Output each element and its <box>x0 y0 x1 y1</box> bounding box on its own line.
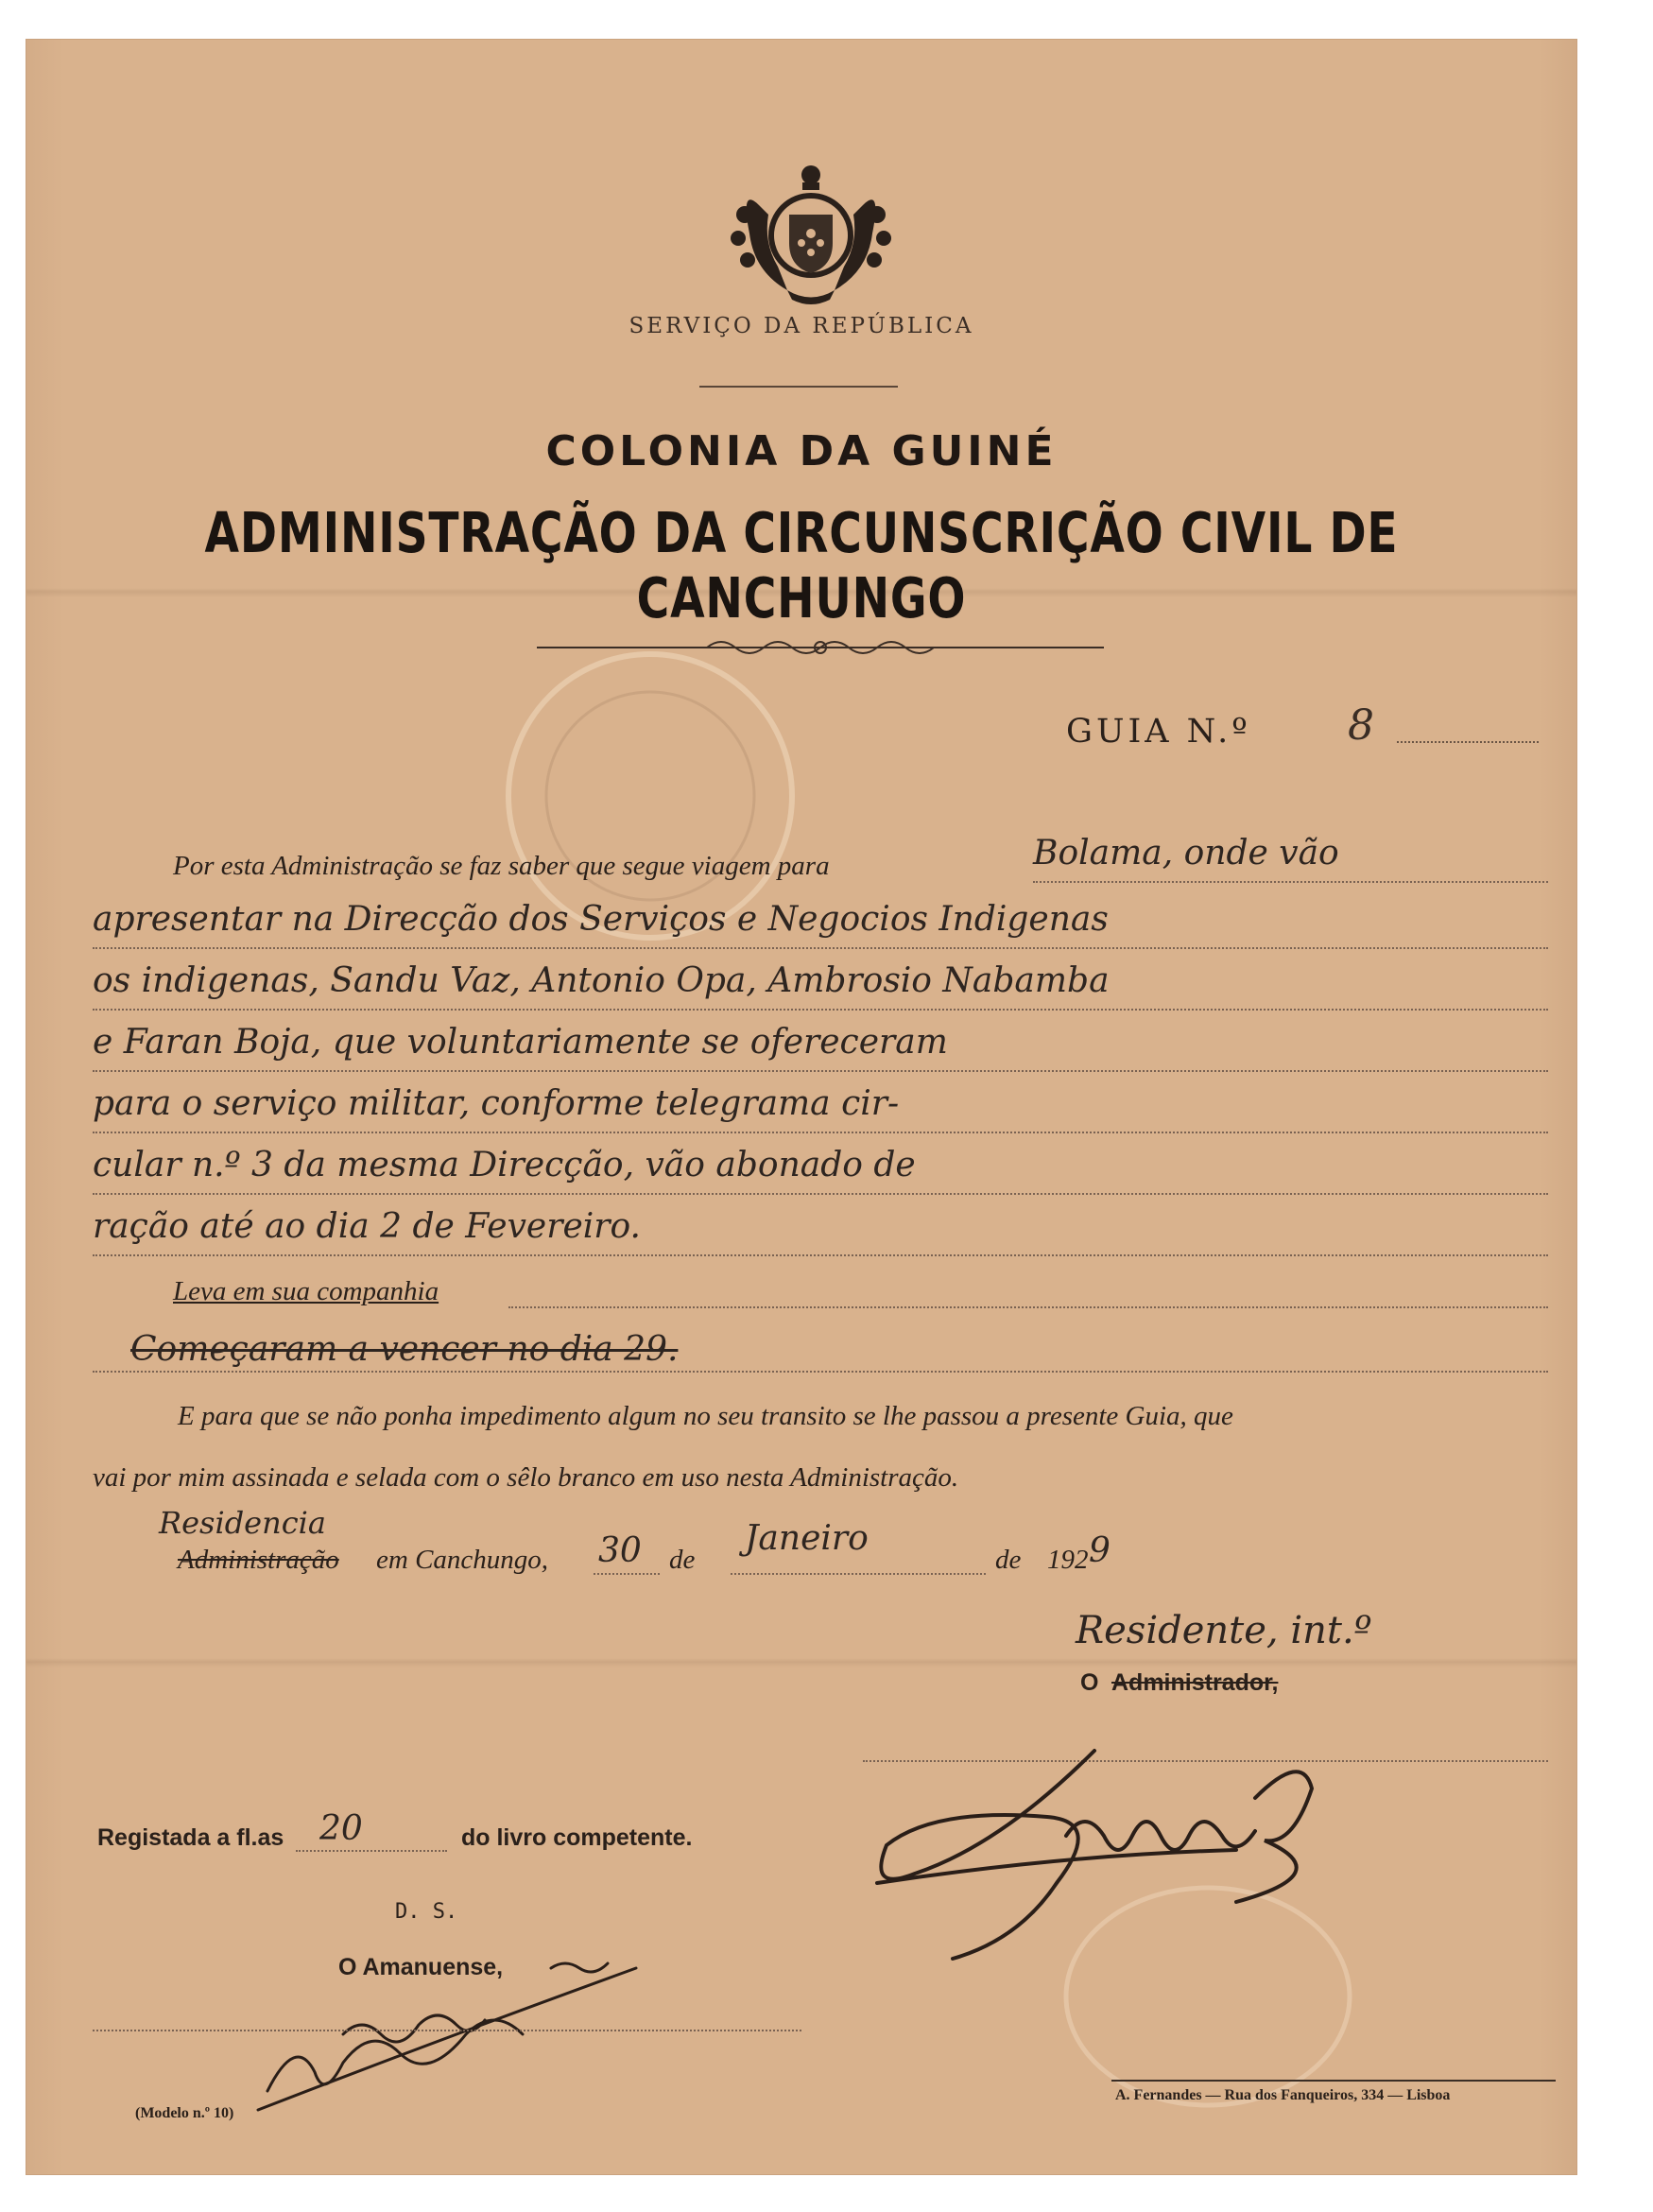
place-prefix-struck: Administração <box>178 1545 339 1575</box>
handwritten-line-1: Bolama, onde vão <box>1033 834 1339 873</box>
guia-label: GUIA N.º <box>1066 713 1251 751</box>
coat-of-arms-emblem <box>721 148 901 309</box>
administration-heading: ADMINISTRAÇÃO DA CIRCUNSCRIÇÃO CIVIL DE CANCHUNGO <box>204 500 1399 631</box>
footer-rule <box>1111 2080 1556 2082</box>
company-handwritten: Começaram a vencer no dia 29. <box>130 1330 679 1369</box>
date-de-1: de <box>669 1545 696 1575</box>
ds-label: D. S. <box>395 1900 458 1924</box>
dotted-line <box>93 1371 1548 1373</box>
colony-heading: COLONIA DA GUINÉ <box>545 427 1058 475</box>
date-year-suffix: 9 <box>1089 1531 1111 1570</box>
signatory-prefix: O <box>1080 1669 1099 1696</box>
guia-number: 8 <box>1348 701 1374 750</box>
closing-line-2: vai por mim assinada e selada com o sêlo branco em uso nesta Administração. <box>93 1462 959 1493</box>
dotted-line <box>93 1009 1548 1011</box>
guia-dotted-line <box>1397 741 1539 743</box>
dotted-line <box>508 1306 1548 1308</box>
service-heading: SERVIÇO DA REPÚBLICA <box>628 314 974 338</box>
handwritten-line-2: apresentar na Direcção dos Serviços e Negocios Indigenas <box>93 900 1109 939</box>
dotted-line <box>731 1573 986 1575</box>
model-number: (Modelo n.º 10) <box>135 2105 234 2121</box>
handwritten-line-4: e Faran Boja, que voluntariamente se ofereceram <box>93 1023 948 1062</box>
handwritten-line-7: ração até ao dia 2 de Fevereiro. <box>93 1207 641 1246</box>
clerk-label: O Amanuense, <box>338 1954 504 1980</box>
date-year-prefix: 192 <box>1047 1545 1089 1575</box>
signatory-struck-title: Administrador, <box>1111 1669 1279 1696</box>
clerk-signature <box>239 1949 674 2129</box>
company-label: Leva em sua companhia <box>173 1276 439 1306</box>
date-day: 30 <box>598 1531 642 1570</box>
printer-imprint: A. Fernandes — Rua dos Fanqueiros, 334 — Lisboa <box>1115 2087 1451 2103</box>
dotted-line <box>93 947 1548 949</box>
document-sheet <box>26 40 1576 2174</box>
place-text: em Canchungo, <box>376 1545 549 1575</box>
dotted-line <box>93 2030 801 2031</box>
dotted-line <box>296 1850 447 1852</box>
dotted-line <box>93 1193 1548 1195</box>
handwritten-line-6: cular n.º 3 da mesma Direcção, vão abonado de <box>93 1146 916 1184</box>
dotted-line <box>594 1573 660 1575</box>
place-prefix-handwritten: Residencia <box>159 1505 326 1541</box>
dotted-line <box>93 1132 1548 1133</box>
dotted-line <box>93 1070 1548 1072</box>
closing-line-1: E para que se não ponha impedimento algum no seu transito se lhe passou a presente Guia, que <box>178 1401 1233 1431</box>
handwritten-line-5: para o serviço militar, conforme telegrama cir- <box>93 1084 900 1123</box>
dotted-line <box>1033 881 1548 883</box>
register-label-prefix: Registada a fl.as <box>97 1824 284 1851</box>
divider <box>699 386 898 388</box>
administrator-signature <box>858 1732 1444 1996</box>
register-label-suffix: do livro competente. <box>461 1824 693 1851</box>
handwritten-line-3: os indigenas, Sandu Vaz, Antonio Opa, Ambrosio Nabamba <box>93 961 1110 1000</box>
date-de-2: de <box>995 1545 1022 1575</box>
date-month: Janeiro <box>745 1519 869 1558</box>
register-page-number: 20 <box>319 1809 363 1848</box>
signatory-handwritten-title: Residente, int.º <box>1076 1609 1372 1652</box>
dotted-line <box>93 1254 1548 1256</box>
intro-text: Por esta Administração se faz saber que segue viagem para <box>173 851 830 881</box>
